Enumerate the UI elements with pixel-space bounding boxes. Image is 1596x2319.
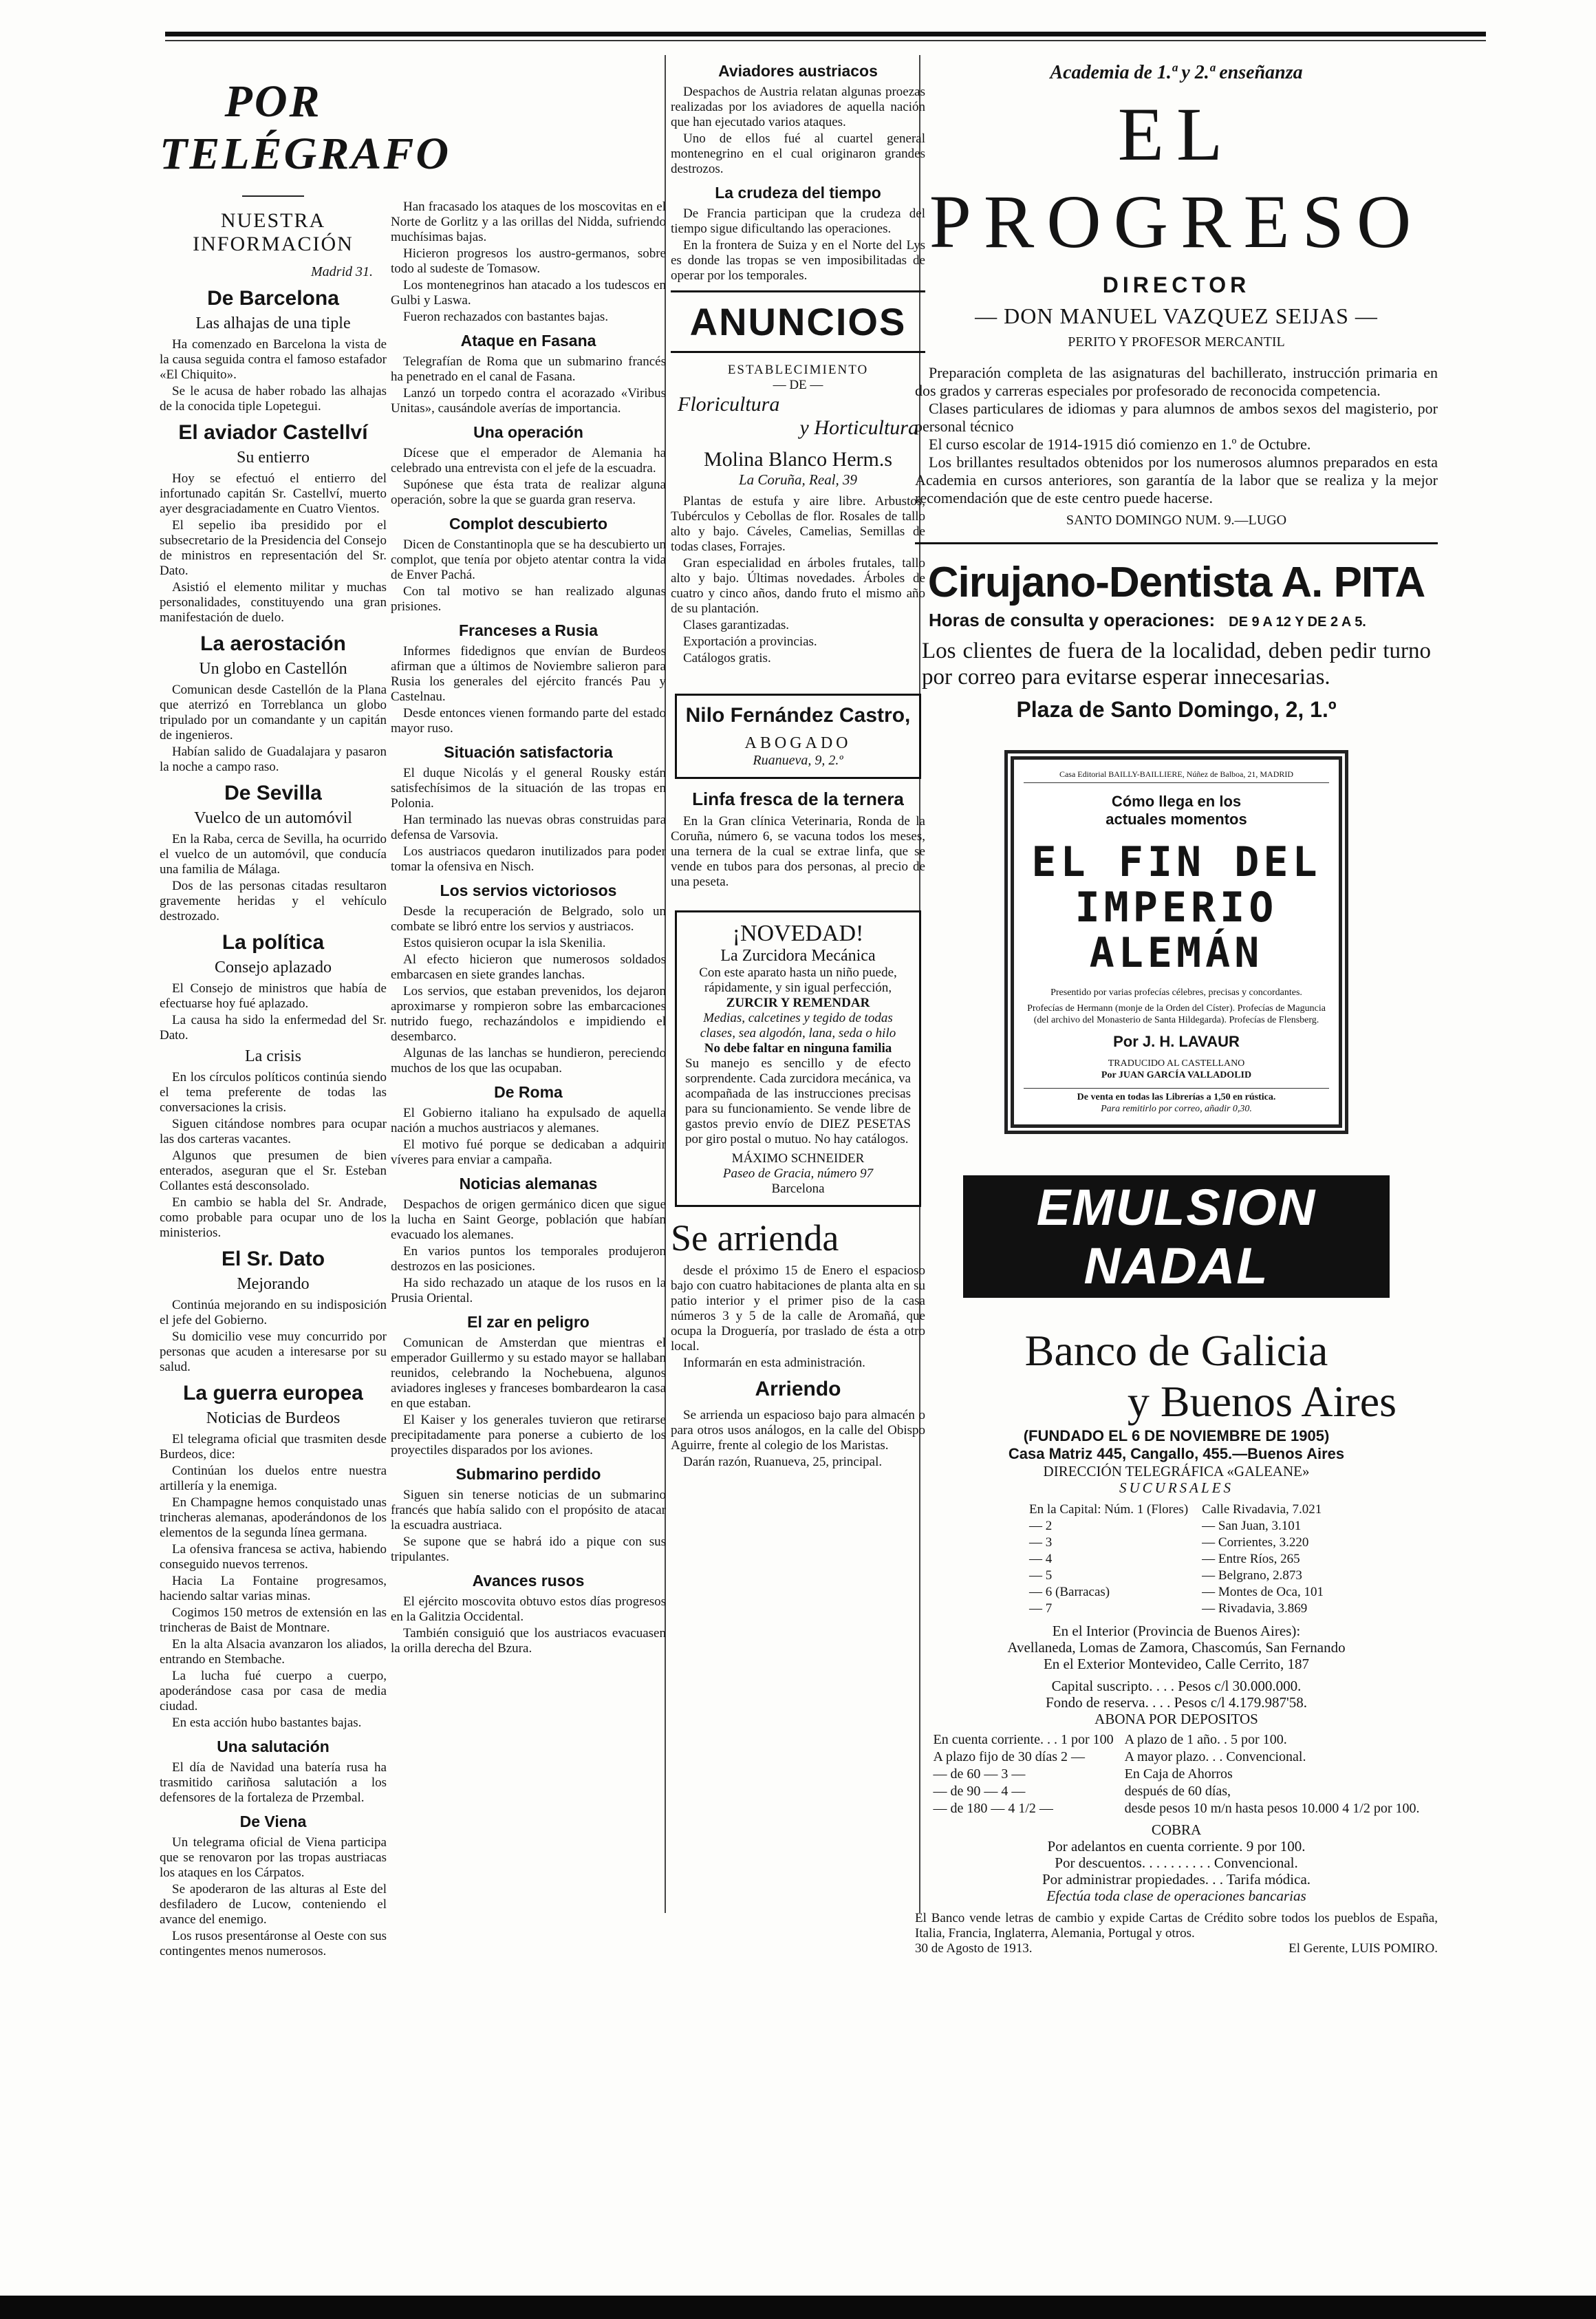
- emulsion-ad: EMULSION NADAL: [963, 1175, 1390, 1298]
- ad-title: y Horticultura: [799, 416, 918, 439]
- ad-director-name: — DON MANUEL VAZQUEZ SEIJAS —: [975, 303, 1378, 328]
- subheadline: Linfa fresca de la ternera: [692, 789, 904, 809]
- subheadline: De Viena: [239, 1813, 307, 1830]
- paragraph: Preparación completa de las asignaturas del bachillerato, instrucción primaria en dos grados y carreras especiales por profesorado de reconocida competencia.: [915, 364, 1438, 399]
- ad-text: Medias, calcetines y tegido de todas clases, sea algodón, lana, seda o hilo: [700, 1011, 896, 1040]
- ad-title: Se arrienda: [671, 1217, 839, 1259]
- ad-hours: DE 9 A 12 Y DE 2 A 5.: [1229, 615, 1366, 630]
- ad-text: Con este aparato hasta un niño puede, rápidamente, y sin igual perfección,: [699, 965, 897, 995]
- paragraph: La lucha fué cuerpo a cuerpo, apoderándose casa por casa de media ciudad.: [160, 1669, 387, 1713]
- paragraph: Los brillantes resultados obtenidos por los numerosos alumnos preparados en esta Academia en cursos anteriores, son garantía de la labor que se realiza y la mejor recomendación que de este centro puede hacerse.: [915, 453, 1438, 506]
- paragraph: Clases garantizadas.: [683, 618, 790, 632]
- table-cell: desde pesos 10 m/n hasta pesos 10.000 4 1/2 por 100.: [1124, 1801, 1420, 1816]
- ad-title: ¡NOVEDAD!: [732, 921, 864, 946]
- ad-text: MÁXIMO SCHNEIDER: [731, 1151, 865, 1166]
- table-row: [928, 1800, 1425, 1817]
- paragraph: Se supone que se habrá ido a pique con sus tripulantes.: [391, 1535, 666, 1564]
- ad-label: ESTABLECIMIENTO: [727, 363, 869, 377]
- paragraph: En la frontera de Suiza y en el Norte del Lys es donde las tropas se ven imposibilitadas de operar por los temporales.: [671, 238, 925, 283]
- paragraph: El Gobierno italiano ha expulsado de aquella nación a muchos austriacos y alemanes.: [391, 1106, 666, 1135]
- paragraph: Se apoderaron de las alturas al Este del desfiladero de Lucow, conteniendo el avance del enemigo.: [160, 1882, 387, 1927]
- paragraph: Darán razón, Ruanueva, 25, principal.: [683, 1455, 883, 1469]
- table-row: [1022, 1584, 1330, 1601]
- subheadline: Noticias alemanas: [459, 1175, 598, 1193]
- subheadline: Consejo aplazado: [215, 959, 332, 976]
- column-news-continued: [391, 55, 666, 1968]
- book-ad: [1004, 750, 1348, 1134]
- table-cell: — Montes de Oca, 101: [1202, 1585, 1324, 1599]
- paragraph: Fueron rechazados con bastantes bajas.: [403, 310, 609, 324]
- book-kicker: actuales momentos: [1106, 811, 1247, 828]
- column-anuncios: [671, 55, 925, 1968]
- table-cell: — Belgrano, 2.873: [1202, 1568, 1302, 1583]
- paragraph: Comunican de Amsterdan que mientras el emperador Guillermo y su estado mayor se hallaban reunidos, celebrando la Nochebuena, algunos aviadores ingleses y franceses bombardearon la casa en que estaban.: [391, 1336, 666, 1411]
- book-title: [1024, 840, 1329, 976]
- headline: La guerra europea: [183, 1382, 363, 1404]
- paragraph: Continúa mejorando en su indisposición el jefe del Gobierno.: [160, 1298, 387, 1327]
- book-author: Por J. H. LAVAUR: [1113, 1033, 1240, 1050]
- paragraph: Clases particulares de idiomas y para alumnos de ambos sexos del magisterio, por personal técnico: [915, 400, 1438, 435]
- paragraph: Su domicilio vese muy concurrido por personas que acuden a interesarse por su salud.: [160, 1329, 387, 1374]
- paragraph: desde el próximo 15 de Enero el espacioso bajo con cuatro habitaciones de planta alta en su patio interior y el primer piso de la casa números 3 y 5 de la calle de Aromañá, que ocupa la Droguería, por traslado de ésta a otro local.: [671, 1263, 925, 1354]
- table-cell: — San Juan, 3.101: [1202, 1519, 1302, 1533]
- divider: [242, 195, 304, 197]
- table-cell: — de 90 — 4 —: [933, 1784, 1026, 1799]
- bank-rates-heading: ABONA POR DEPOSITOS: [1094, 1711, 1258, 1727]
- ad-name: Nilo Fernández Castro,: [685, 704, 911, 727]
- subheadline: Mejorando: [237, 1275, 310, 1293]
- ad-director-label: DIRECTOR: [1102, 272, 1251, 297]
- ad-label: — DE —: [773, 378, 823, 392]
- headline: El aviador Castellví: [178, 421, 368, 444]
- column-telegrafo: [160, 55, 451, 1968]
- table-cell: A plazo fijo de 30 días 2 —: [933, 1749, 1086, 1764]
- column-advertisements: [915, 55, 1438, 1968]
- scan-border: [0, 2296, 1596, 2319]
- paragraph: El sepelio iba presidido por el subsecretario de la Presidencia del Consejo de ministros en representación del Sr. Dato.: [160, 518, 387, 578]
- bank-capital: Capital suscripto. . . . Pesos c/l 30.000.000.: [1051, 1678, 1302, 1694]
- table-row: [1022, 1551, 1330, 1568]
- ad-address: Ruanueva, 9, 2.º: [753, 753, 843, 768]
- table-row: [1022, 1568, 1330, 1584]
- paragraph: Los servios, que estaban prevenidos, los dejaron aproximarse y rompieron sobre las embarcaciones nutrido fuego, rechazándolos e impidiendo el desembarco.: [391, 984, 666, 1044]
- ad-text: No debe faltar en ninguna familia: [704, 1041, 892, 1056]
- subheadline: La crudeza del tiempo: [715, 184, 881, 202]
- paragraph: En los círculos políticos continúa siendo el tema preferente de todas las conversaciones la crisis.: [160, 1070, 387, 1115]
- bank-text: Por adelantos en cuenta corriente. 9 por 100.: [1047, 1838, 1306, 1855]
- paragraph: Dícese que el emperador de Alemania ha celebrado una entrevista con el jefe de la escuadra.: [391, 446, 666, 475]
- headline: El Sr. Dato: [221, 1248, 325, 1270]
- paragraph: Supónese que ésta trata de realizar alguna operación, sobre la que se guarda gran reserva.: [391, 478, 666, 507]
- paragraph: Un telegrama oficial de Viena participa que se renovaron por las tropas austriacas los ataques en los Cárpatos.: [160, 1835, 387, 1880]
- paragraph: El Consejo de ministros que había de efectuarse hoy fué aplazado.: [160, 981, 387, 1011]
- subheadline: Las alhajas de una tiple: [195, 314, 351, 332]
- paragraph: Estos quisieron ocupar la isla Skenilia.: [403, 936, 606, 950]
- table-cell: En la Capital: Núm. 1 (Flores): [1029, 1502, 1189, 1517]
- table-cell: — 2: [1029, 1519, 1053, 1533]
- bank-title: Banco de Galicia: [1024, 1326, 1328, 1375]
- ad-address: Plaza de Santo Domingo, 2, 1.º: [1016, 697, 1337, 722]
- paragraph: Informes fidedignos que envían de Burdeos afirman que a últimos de Noviembre salieron para Rusia los generales del ejército francés Pau y Castelnau.: [391, 644, 666, 704]
- paragraph: Despachos de origen germánico dicen que sigue la lucha en Saint George, población que habían evacuado los alemanes.: [391, 1197, 666, 1242]
- paragraph: En esta acción hubo bastantes bajas.: [172, 1716, 362, 1730]
- subheadline: Noticias de Burdeos: [206, 1409, 341, 1427]
- paragraph: Los montenegrinos han atacado a los tudescos en Gulbi y Laswa.: [391, 278, 666, 308]
- section-title: POR TELÉGRAFO: [160, 76, 451, 179]
- paragraph: Los rusos presentáronse al Oeste con sus contingentes menos numerosos.: [160, 1929, 387, 1958]
- ad-text: ZURCIR Y REMENDAR: [726, 996, 870, 1010]
- subheadline: Los servios victoriosos: [440, 881, 617, 899]
- table-row: [1022, 1502, 1330, 1518]
- paragraph: La ofensiva francesa se activa, habiendo conseguido nuevos terrenos.: [160, 1542, 387, 1572]
- bank-text: Avellaneda, Lomas de Zamora, Chascomús, San Fernando: [1007, 1639, 1346, 1656]
- subheadline: Avances rusos: [472, 1572, 585, 1590]
- bank-telegraph: DIRECCIÓN TELEGRÁFICA «GALEANE»: [1043, 1463, 1310, 1479]
- book-kicker: Cómo llega en los: [1111, 793, 1242, 810]
- headline: De Barcelona: [207, 287, 339, 310]
- subheadline: Aviadores austriacos: [718, 62, 878, 80]
- ad-text: Barcelona: [771, 1182, 825, 1196]
- bank-text: Por administrar propiedades. . . Tarifa módica.: [1042, 1871, 1311, 1888]
- table-row: [928, 1766, 1425, 1783]
- paragraph: En la alta Alsacia avanzaron los aliados, entrando en Stembache.: [160, 1637, 387, 1667]
- ad-pita-title: Cirujano-Dentista A. PITA: [927, 559, 1425, 606]
- bank-address: Casa Matriz 445, Cangallo, 455.—Buenos Aires: [1008, 1445, 1345, 1462]
- paragraph: Algunas de las lanchas se hundieron, pereciendo muchos de los que las ocupaban.: [391, 1046, 666, 1076]
- book-title-line: IMPERIO: [1075, 884, 1278, 932]
- paragraph: El Kaiser y los generales tuvieron que retirarse precipitadamente para ponerse a cubierto de los proyectiles disparados por los aviones.: [391, 1413, 666, 1457]
- ad-perito: PERITO Y PROFESOR MERCANTIL: [1068, 334, 1285, 350]
- ad-progreso-title: EL PROGRESO: [929, 92, 1424, 264]
- table-row: [928, 1731, 1425, 1749]
- ad-text: Paseo de Gracia, número 97: [722, 1166, 874, 1181]
- table-cell: — 6 (Barracas): [1029, 1585, 1110, 1599]
- paragraph: Al efecto hicieron que numerosos soldados embarcasen en siete grandes lanchas.: [391, 952, 666, 982]
- paragraph: El ejército moscovita obtuvo estos días progresos en la Galitzia Occidental.: [391, 1594, 666, 1624]
- table-cell: — de 60 — 3 —: [933, 1766, 1026, 1782]
- ad-text: Su manejo es sencillo y de efecto sorprendente. Cada zurcidora mecánica, va acompañada de las instrucciones precisas para su funcionamiento. Se vende libre de gastos previo envío de DIEZ PESETAS por giro postal o mutuo. No hay catálogos.: [685, 1056, 911, 1146]
- book-translator: Por JUAN GARCÍA VALLADOLID: [1101, 1070, 1252, 1080]
- paragraph: Han fracasado los ataques de los moscovitas en el Norte de Gorlitz y a las orillas del Nidda, sufriendo muchísimas bajas.: [391, 200, 666, 244]
- table-cell: A mayor plazo. . . Convencional.: [1124, 1749, 1306, 1764]
- paragraph: Exportación a provincias.: [683, 634, 817, 649]
- paragraph: Desde la recuperación de Belgrado, solo un combate se libró entre los servios y austriacos.: [391, 904, 666, 934]
- table-row: [1022, 1518, 1330, 1535]
- bank-date: 30 de Agosto de 1913.: [915, 1941, 1033, 1956]
- table-cell: Calle Rivadavia, 7.021: [1202, 1502, 1322, 1517]
- ad-profession: ABOGADO: [744, 734, 852, 752]
- subheadline: Vuelco de un automóvil: [194, 809, 352, 827]
- bank-text: En el Interior (Provincia de Buenos Aires):: [1052, 1623, 1301, 1639]
- table-cell: En Caja de Ahorros: [1124, 1766, 1233, 1782]
- headline: De Sevilla: [224, 782, 322, 804]
- headline: La política: [222, 931, 325, 954]
- paragraph: El día de Navidad una batería rusa ha trasmitido cariñosa salutación a los defensores de la fortaleza de Przembal.: [160, 1760, 387, 1805]
- book-price: De venta en todas las Librerías a 1,50 en rústica.: [1024, 1088, 1329, 1103]
- subheadline: Ataque en Fasana: [460, 332, 596, 350]
- top-rule-thin: [165, 40, 1486, 41]
- bank-text: En el Exterior Montevideo, Calle Cerrito, 187: [1043, 1656, 1310, 1672]
- subheadline: Complot descubierto: [449, 515, 607, 533]
- book-note: Presentido por varias profecías célebres, precisas y concordantes.: [1050, 987, 1302, 998]
- table-cell: — de 180 — 4 1/2 —: [933, 1801, 1053, 1816]
- paragraph: Siguen citándose nombres para ocupar las dos carteras vacantes.: [160, 1117, 387, 1146]
- paragraph: Despachos de Austria relatan algunas proezas realizadas por los aviadores de aquella nación que han ejecutado varios ataques.: [671, 85, 925, 129]
- paragraph: Se arrienda un espacioso bajo para almacén o para otros usos análogos, en la calle del Obispo Aguirre, frente al colegio de los Maristas.: [671, 1408, 925, 1453]
- paragraph: Comunican desde Castellón de la Plana que aterrizó en Torreblanca un globo tripulado por un comandante y un capitán de ingenieros.: [160, 683, 387, 742]
- paragraph: Algunos que presumen de bien enterados, aseguran que el Sr. Esteban Collantes está desconsolado.: [160, 1148, 387, 1193]
- paragraph: Hicieron progresos los austro-germanos, sobre todo al sudeste de Tomasow.: [391, 246, 666, 276]
- paragraph: El duque Nicolás y el general Rousky están satisfechísimos de la situación de las tropas en Polonia.: [391, 766, 666, 811]
- paragraph: Ha comenzado en Barcelona la vista de la causa seguida contra el famoso estafador «El Chiquito».: [160, 337, 387, 382]
- bank-branches-table: [1022, 1502, 1330, 1617]
- paragraph: Gran especialidad en árboles frutales, tallo alto y bajo. Últimas novedades. Árboles de cuatro y cinco años, dando fruto el mismo año de su plantación.: [671, 556, 925, 616]
- paragraph: Lanzó un torpedo contra el acorazado «Viribus Unitas», causándole averías de importancia.: [391, 386, 666, 416]
- paragraph: Dicen de Constantinopla que se ha descubierto un complot, que tenía por objeto atentar contra la vida de Enver Pachá.: [391, 537, 666, 582]
- paragraph: Habían salido de Guadalajara y pasaron la noche a campo raso.: [160, 745, 387, 774]
- paragraph: El telegrama oficial que trasmiten desde Burdeos, dice:: [160, 1432, 387, 1462]
- book-title-line: ALEMÁN: [1089, 929, 1264, 977]
- novedad-ad: [675, 910, 921, 1207]
- paragraph: En Champagne hemos conquistado unas trincheras alemanas, apoderándonos de los elementos de la segunda línea germana.: [160, 1495, 387, 1540]
- paragraph: En la Raba, cerca de Sevilla, ha ocurrido el vuelco de un automóvil, que conducía una familia de Málaga.: [160, 832, 387, 877]
- subheadline: La crisis: [245, 1047, 301, 1065]
- paragraph: En cambio se habla del Sr. Andrade, como probable para ocupar uno de los ministerios.: [160, 1195, 387, 1240]
- table-row: [928, 1783, 1425, 1800]
- subheadline: Una operación: [473, 423, 583, 441]
- anuncios-heading: ANUNCIOS: [689, 300, 907, 343]
- ad-text: Los clientes de fuera de la localidad, deben pedir turno por correo para evitarse esperar innecesarias.: [922, 639, 1431, 690]
- dateline: Madrid 31.: [311, 264, 373, 279]
- subheadline: De Roma: [494, 1083, 563, 1101]
- paragraph: Informarán en esta administración.: [683, 1356, 865, 1370]
- table-cell: En cuenta corriente. . . 1 por 100: [933, 1732, 1114, 1747]
- paragraph: Hacia La Fontaine progresamos, haciendo saltar varias minas.: [160, 1574, 387, 1603]
- paragraph: Asistió el elemento militar y muchas personalidades, constituyendo una gran manifestación de duelo.: [160, 580, 387, 625]
- table-cell: — 3: [1029, 1535, 1053, 1550]
- paragraph: Dos de las personas citadas resultaron gravemente heridas y el vehículo destrozado.: [160, 879, 387, 923]
- ad-address: La Coruña, Real, 39: [738, 471, 858, 488]
- ad-owner: Molina Blanco Herm.s: [703, 448, 893, 471]
- table-cell: A plazo de 1 año. . 5 por 100.: [1124, 1732, 1287, 1747]
- book-note: TRADUCIDO AL CASTELLANO: [1108, 1058, 1245, 1069]
- table-cell: — Corrientes, 3.220: [1202, 1535, 1309, 1550]
- paragraph: Con tal motivo se han realizado algunas prisiones.: [391, 584, 666, 614]
- subheadline: Su entierro: [237, 449, 310, 467]
- paragraph: Hoy se efectuó el entierro del infortunado capitán Sr. Castellví, muerto ayer desgraciadamente en Cuatro Vientos.: [160, 471, 387, 516]
- paragraph: Catálogos gratis.: [683, 651, 771, 665]
- table-cell: — 5: [1029, 1568, 1053, 1583]
- book-publisher: Casa Editorial BAILLY-BAILLIERE, Núñez de Balboa, 21, MADRID: [1024, 769, 1329, 783]
- book-note: Profecías de Hermann (monje de la Orden del Císter). Profecías de Maguncia (del archivo del Monasterio de Santa Hildegarda). Profecías de Flensberg.: [1027, 1003, 1326, 1025]
- table-cell: — 4: [1029, 1552, 1053, 1566]
- subheadline: Franceses a Rusia: [458, 621, 598, 639]
- table-cell: después de 60 días,: [1124, 1784, 1231, 1799]
- paragraph: Desde entonces vienen formando parte del estado mayor ruso.: [391, 706, 666, 736]
- subheadline: Una salutación: [217, 1738, 330, 1755]
- section-subtitle: NUESTRA INFORMACIÓN: [193, 209, 354, 255]
- paragraph: En varios puntos los temporales produjeron destrozos en las posiciones.: [391, 1244, 666, 1274]
- bank-founded: (FUNDADO EL 6 DE NOVIEMBRE DE 1905): [1023, 1427, 1330, 1444]
- paragraph: Continúan los duelos entre nuestra artillería y la enemiga.: [160, 1464, 387, 1493]
- bank-text: Por descuentos. . . . . . . . . . Convencional.: [1055, 1855, 1298, 1871]
- ad-hours-label: Horas de consulta y operaciones:: [929, 610, 1216, 630]
- bank-cobra-heading: COBRA: [1151, 1821, 1202, 1838]
- ad-address: SANTO DOMINGO NUM. 9.—LUGO: [1066, 513, 1287, 528]
- paragraph: En la Gran clínica Veterinaria, Ronda de la Coruña, número 6, se vacuna todos los meses, una ternera de la cual se extrae linfa, que se vende en tubos para dos personas, al precio de una peseta.: [671, 814, 925, 889]
- subheadline: Submarino perdido: [455, 1465, 601, 1483]
- subheadline: Situación satisfactoria: [444, 743, 613, 761]
- ad-academia-label: Academia de 1.ª y 2.ª enseñanza: [1050, 62, 1303, 83]
- paragraph: De Francia participan que la crudeza del tiempo sigue dificultando las operaciones.: [671, 206, 925, 236]
- abogado-ad: [675, 694, 921, 779]
- bank-signature: El Gerente, LUIS POMIRO.: [1288, 1941, 1438, 1956]
- paragraph: Telegrafían de Roma que un submarino francés ha penetrado en el canal de Fasana.: [391, 354, 666, 384]
- paragraph: Siguen sin tenerse noticias de un submarino francés que había salido con el propósito de atacar la escuadra austriaca.: [391, 1488, 666, 1532]
- paragraph: Han terminado las nuevas obras construidas para defensa de Varsovia.: [391, 813, 666, 842]
- paragraph: La causa ha sido la enfermedad del Sr. Dato.: [160, 1013, 387, 1043]
- ad-subtitle: La Zurcidora Mecánica: [720, 947, 876, 965]
- paragraph: El curso escolar de 1914-1915 dió comienzo en 1.º de Octubre.: [929, 436, 1311, 453]
- bank-title: y Buenos Aires: [1127, 1377, 1396, 1426]
- paragraph: Uno de ellos fué al cuartel general montenegrino en el cual originaron grandes destrozos.: [671, 131, 925, 176]
- book-note: Para remitirlo por correo, añadir 0,30.: [1101, 1104, 1252, 1114]
- bank-text: Efectúa toda clase de operaciones bancarias: [1046, 1888, 1306, 1904]
- table-cell: — 7: [1029, 1601, 1053, 1616]
- top-rule: [165, 32, 1486, 36]
- ad-title: Arriendo: [755, 1378, 841, 1400]
- bank-rates-table: [928, 1731, 1425, 1817]
- subheadline: Un globo en Castellón: [199, 660, 347, 678]
- table-row: [1022, 1535, 1330, 1551]
- bank-sucursales: SUCURSALES: [1119, 1479, 1233, 1496]
- bank-footer: El Banco vende letras de cambio y expide Cartas de Crédito sobre todos los pueblos de España, Italia, Francia, Inglaterra, Alemania, Portugal y otros.: [915, 1911, 1438, 1941]
- paragraph: Cogimos 150 metros de extensión en las trincheras de Baist de Montnare.: [160, 1605, 387, 1635]
- ad-title: Floricultura: [678, 393, 780, 416]
- paragraph: Ha sido rechazado un ataque de los rusos en la Prusia Oriental.: [391, 1276, 666, 1305]
- paragraph: Se le acusa de haber robado las alhajas de la conocida tiple Lopetegui.: [160, 384, 387, 414]
- table-row: [1022, 1601, 1330, 1617]
- headline: La aerostación: [200, 632, 346, 655]
- paragraph: También consiguió que los austriacos evacuasen la orilla derecha del Bzura.: [391, 1626, 666, 1656]
- bank-capital: Fondo de reserva. . . . Pesos c/l 4.179.987'58.: [1046, 1694, 1307, 1711]
- table-cell: — Rivadavia, 3.869: [1202, 1601, 1308, 1616]
- paragraph: Los austriacos quedaron inutilizados para poder tomar la ofensiva en Nisch.: [391, 844, 666, 874]
- book-title-line: EL FIN DEL: [1031, 838, 1322, 886]
- paragraph: Plantas de estufa y aire libre. Arbustos, Tubérculos y Cebollas de flor. Rosales de tallo alto y bajo. Cáveles, Camelias, Semillas de todas clases, Forrajes.: [671, 494, 925, 554]
- table-row: [928, 1749, 1425, 1766]
- paragraph: El motivo fué porque se dedicaban a adquirir víveres para enviar a campaña.: [391, 1137, 666, 1167]
- subheadline: El zar en peligro: [467, 1313, 590, 1331]
- table-cell: — Entre Ríos, 265: [1202, 1552, 1300, 1566]
